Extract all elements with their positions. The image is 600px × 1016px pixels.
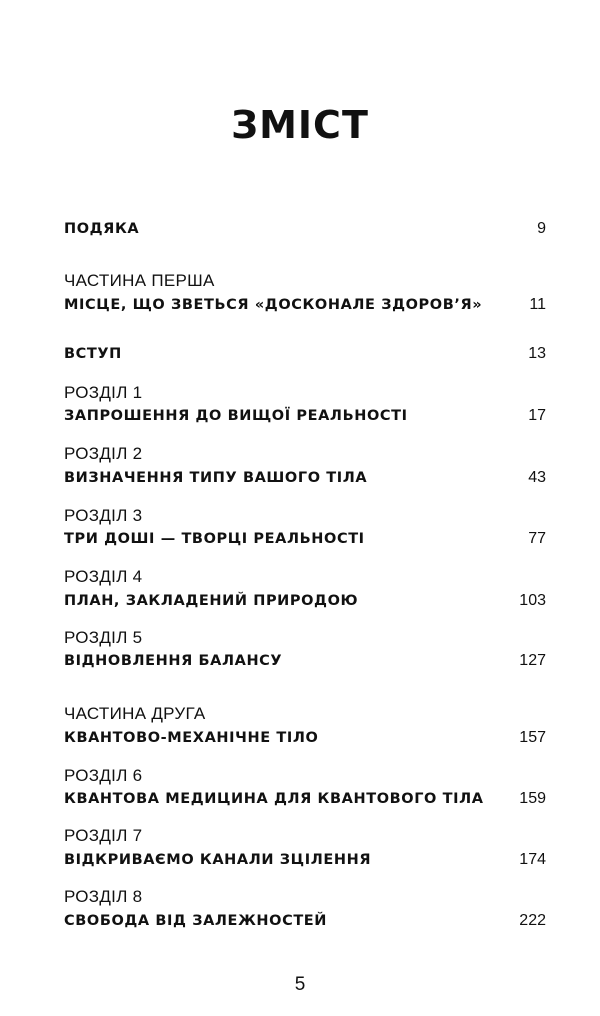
- toc-entry-ch4[interactable]: [64, 592, 546, 616]
- toc-page-number: 127: [519, 652, 546, 669]
- toc-entry-title: МІСЦЕ, ЩО ЗВЕТЬСЯ «ДОСКОНАЛЕ ЗДОРОВ’Я»: [64, 297, 483, 313]
- toc-page-number: 43: [528, 469, 546, 486]
- chapter-label: РОЗДІЛ 1: [64, 383, 143, 402]
- toc-page-number: 13: [528, 345, 546, 362]
- toc-page-number: 222: [519, 912, 546, 929]
- toc-entry-title: КВАНТОВО-МЕХАНІЧНЕ ТІЛО: [64, 730, 319, 746]
- toc-page-number: 159: [519, 790, 546, 807]
- toc-entry-ch8[interactable]: [64, 912, 546, 936]
- toc-entry-part1[interactable]: [64, 296, 546, 320]
- part-label: ЧАСТИНА ДРУГА: [64, 704, 206, 723]
- chapter-label: РОЗДІЛ 4: [64, 567, 143, 586]
- toc-entry-ch7[interactable]: [64, 851, 546, 875]
- toc-entry-ch1[interactable]: [64, 407, 546, 431]
- toc-entry-ch3[interactable]: [64, 530, 546, 554]
- toc-page-number: 103: [519, 592, 546, 609]
- chapter-label: РОЗДІЛ 5: [64, 628, 143, 647]
- toc-entry-title: ВИЗНАЧЕННЯ ТИПУ ВАШОГО ТІЛА: [64, 470, 368, 486]
- toc-page-number: 17: [528, 407, 546, 424]
- toc-entry-ch6[interactable]: [64, 790, 546, 814]
- chapter-label: РОЗДІЛ 8: [64, 887, 143, 906]
- toc-entry-ch5[interactable]: [64, 652, 546, 676]
- toc-entry-title: СВОБОДА ВІД ЗАЛЕЖНОСТЕЙ: [64, 913, 328, 929]
- toc-entry-ch2[interactable]: [64, 469, 546, 493]
- toc-entry-title: ПОДЯКА: [64, 221, 140, 237]
- chapter-label: РОЗДІЛ 3: [64, 506, 143, 525]
- toc-entry-title: ЗАПРОШЕННЯ ДО ВИЩОЇ РЕАЛЬНОСТІ: [64, 408, 408, 424]
- toc-page-number: 174: [519, 851, 546, 868]
- chapter-label: РОЗДІЛ 2: [64, 444, 143, 463]
- toc-entry-part2[interactable]: [64, 729, 546, 753]
- page-title: ЗМІСТ: [231, 103, 369, 147]
- toc-entry-title: ВСТУП: [64, 346, 122, 362]
- part-label: ЧАСТИНА ПЕРША: [64, 271, 215, 290]
- chapter-label: РОЗДІЛ 6: [64, 766, 143, 785]
- toc-entry-acknowledgments[interactable]: [64, 220, 546, 244]
- toc-entry-title: ПЛАН, ЗАКЛАДЕНИЙ ПРИРОДОЮ: [64, 593, 359, 609]
- toc-entry-title: ВІДКРИВАЄМО КАНАЛИ ЗЦІЛЕННЯ: [64, 852, 372, 868]
- chapter-label: РОЗДІЛ 7: [64, 826, 143, 845]
- toc-page-number: 11: [529, 296, 546, 313]
- toc-page-number: 77: [528, 530, 546, 547]
- toc-entry-title: ТРИ ДОШІ — ТВОРЦІ РЕАЛЬНОСТІ: [64, 531, 365, 547]
- toc-page-number: 9: [537, 220, 546, 237]
- toc-entry-title: КВАНТОВА МЕДИЦИНА ДЛЯ КВАНТОВОГО ТІЛА: [64, 791, 484, 807]
- toc-entry-intro[interactable]: [64, 345, 546, 369]
- toc-entry-title: ВІДНОВЛЕННЯ БАЛАНСУ: [64, 653, 283, 669]
- toc-page-number: 157: [519, 729, 546, 746]
- page-number: 5: [294, 974, 306, 995]
- table-of-contents: [64, 0, 546, 1016]
